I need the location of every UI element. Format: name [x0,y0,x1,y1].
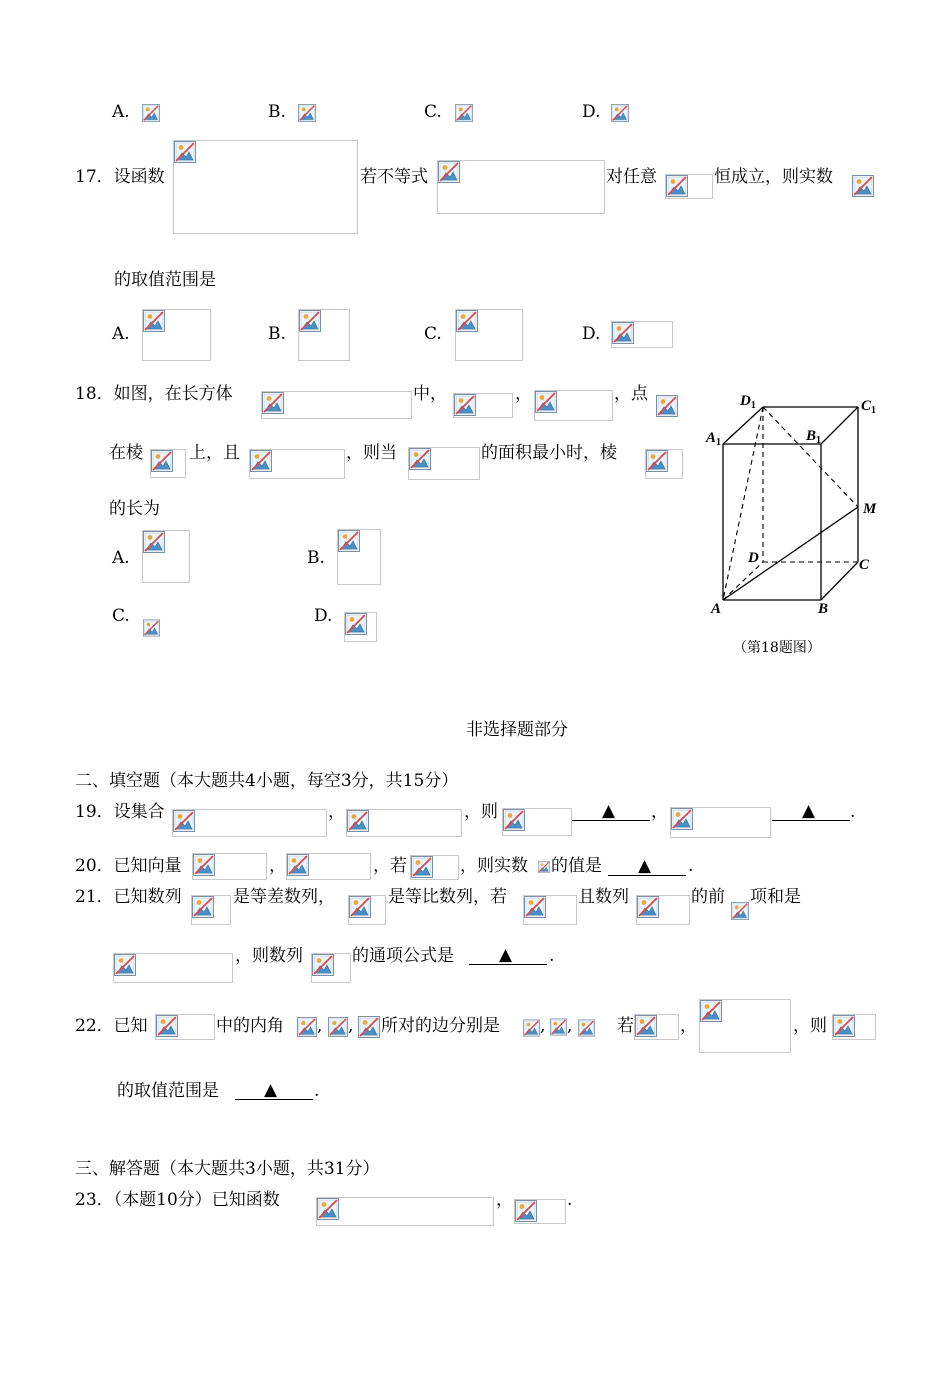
q16-option-b-image [298,102,316,126]
broken-image-icon [345,613,367,635]
broken-image-icon [297,1016,317,1038]
broken-image-icon [411,856,433,878]
q21-seq-c-image [636,895,690,925]
q17-text-3: 对任意 [606,167,657,187]
broken-image-icon [833,1015,855,1037]
q22-text-5: ， [680,1016,697,1036]
q16-option-a-image [142,102,160,126]
broken-image-icon [656,395,678,417]
q19-set-b-image [346,809,462,837]
broken-image-icon [143,617,160,639]
q22-angle-a-image [297,1016,317,1038]
section-2-title: 二、填空题（本大题共4小题，每空3分，共15分） [75,771,459,791]
q16-option-d-image [611,102,629,126]
broken-image-icon [612,322,634,344]
q22-expression-image [832,1014,876,1040]
broken-image-icon [143,531,165,553]
q23-domain-image [514,1199,566,1224]
q21-text-7: ，则数列 [235,946,303,966]
broken-image-icon [456,310,478,332]
q19-answer-mark-2: ▲ [802,801,816,821]
q22-condition-2-image [699,999,791,1053]
q19-blank-1-image [502,808,572,836]
q21-n-image [731,902,749,920]
q22-side-c-image [578,1018,595,1038]
q17-option-c-label: C. [424,324,442,344]
q18-text-6: 上，且 [189,443,240,463]
q17-option-b-image [298,309,350,361]
q19-set-a-image [172,809,327,837]
q17-option-a-image [142,309,211,361]
q21-text-8: 的通项公式是 [352,946,454,966]
broken-image-icon [287,854,309,876]
broken-image-icon [358,1016,380,1038]
q22-text-6: ，则 [793,1016,827,1036]
q18-triangle-image [408,447,480,480]
q21-text-1: 21．已知数列 [75,887,182,907]
broken-image-icon [438,161,460,183]
q17-text-2: 若不等式 [360,167,428,187]
q17-option-d-image [611,321,673,348]
broken-image-icon [454,394,476,416]
hidden-line-ad1 [723,407,763,600]
q17-inequality-image [437,160,605,214]
broken-image-icon [455,102,473,124]
q19-end: . [850,802,856,822]
q21-answer-mark: ▲ [499,945,513,965]
edge-bc [821,562,858,600]
q21-text-6: 项和是 [750,887,801,907]
q18-option-a-label: A. [112,548,130,568]
broken-image-icon [317,1198,339,1220]
q22-side-a-image [523,1018,540,1038]
broken-image-icon [173,810,195,832]
broken-image-icon [637,896,659,918]
q22-text-1: 22．已知 [75,1016,148,1036]
q23-text-2: ， [496,1190,513,1210]
q18-text-5: 在棱 [109,443,143,463]
q20-text-5: 的值是 [551,856,602,876]
q23-text-1: 23．（本题10分）已知函数 [75,1190,280,1210]
q18-cuboid-image [261,391,412,419]
q19-text-4: ， [651,802,668,822]
q18-option-a-image [142,530,190,583]
q18-option-c-image [143,617,160,639]
q23-end: . [567,1190,573,1210]
q20-text-3: ，若 [373,856,407,876]
q21-text-5: 的前 [691,887,725,907]
q22-text-2: 中的内角 [216,1016,284,1036]
q18-edge-image [150,449,186,478]
q21-text-4: 且数列 [578,887,629,907]
q18-text-7: ，则当 [346,443,397,463]
broken-image-icon [250,450,272,472]
broken-image-icon [114,954,136,976]
label-b1: $B_1$ [806,428,822,446]
q18-cond-2-image [534,390,613,421]
q16-option-d-label: D. [582,102,601,122]
q22-comma-2: , [348,1016,354,1036]
part2-heading: 非选择题部分 [466,720,568,740]
q21-text-2: 是等差数列， [233,887,335,907]
broken-image-icon [142,102,160,124]
q22-text-4: 若 [617,1016,634,1036]
figure-caption: （第18题图） [733,640,821,656]
broken-image-icon [312,954,334,976]
q17-text-4: 恒成立，则实数 [714,167,833,187]
q18-option-d-label: D. [314,606,333,626]
q17-option-c-image [455,309,523,361]
q21-end: . [549,946,555,966]
broken-image-icon [143,310,165,332]
label-c1: $C_1$ [861,398,877,416]
line-am [723,507,858,600]
q20-end: . [688,856,694,876]
q17-option-d-label: D. [582,324,601,344]
q18-text-4: ，点 [614,384,648,404]
broken-image-icon [646,450,668,472]
label-c: C [859,557,870,573]
broken-image-icon [731,902,749,920]
q17-text-5: 的取值范围是 [114,270,216,290]
label-d1: $D_1$ [740,393,756,411]
q22-angle-b-image [328,1016,348,1038]
q22-comma-3: , [540,1016,546,1036]
broken-image-icon [347,810,369,832]
q20-answer-mark: ▲ [638,856,652,876]
q19-blank-2-image [670,807,771,838]
q21-text-3: 是等比数列，若 [388,887,507,907]
broken-image-icon [349,896,371,918]
broken-image-icon [409,448,431,470]
q17-text-1: 17．设函数 [75,167,165,187]
q18-text-9: 的长为 [109,499,160,519]
q19-text-1: 19．设集合 [75,802,165,822]
label-b: B [818,601,829,617]
broken-image-icon [515,1200,537,1222]
q22-answer-mark: ▲ [264,1080,278,1100]
q17-option-a-label: A. [112,324,130,344]
q22-condition-1-image [634,1014,679,1040]
broken-image-icon [151,450,173,472]
q18-option-b-label: B. [307,548,325,568]
q21-seq-b-image-2 [311,953,351,983]
q20-text-1: 20．已知向量 [75,856,182,876]
q17-variable-image [852,175,876,199]
broken-image-icon [611,102,629,124]
broken-image-icon [666,175,688,197]
section-3-title: 三、解答题（本大题共3小题，共31分） [75,1159,380,1179]
q20-condition-image [410,855,459,880]
broken-image-icon [538,856,550,878]
broken-image-icon [671,808,693,830]
q18-option-b-image [337,529,381,585]
broken-image-icon [503,809,525,831]
q19-text-3: ，则 [464,802,498,822]
broken-image-icon [578,1018,595,1038]
q16-option-a-label: A. [112,102,130,122]
q19-answer-mark-1: ▲ [602,801,616,821]
q16-option-c-image [455,102,473,126]
broken-image-icon [523,1018,540,1038]
q19-text-2: ， [328,802,345,822]
broken-image-icon [700,1000,722,1022]
q23-function-image [316,1197,494,1226]
q22-text-7: 的取值范围是 [117,1081,219,1101]
broken-image-icon [535,391,557,413]
q18-option-d-image [344,612,377,642]
broken-image-icon [174,141,196,163]
q20-text-2: ， [269,856,286,876]
broken-image-icon [635,1015,657,1037]
q21-seq-b-image [348,895,386,925]
q21-seq-a-image [191,895,231,925]
q20-text-4: ，则实数 [460,856,528,876]
q22-angle-c-image [358,1016,380,1038]
edge-b1c1 [821,407,858,444]
broken-image-icon [550,1016,567,1038]
q22-end: . [314,1081,320,1101]
q21-sum-image [113,953,233,983]
q22-triangle-image [155,1014,215,1040]
q18-option-c-label: C. [112,606,130,626]
q21-condition-image [523,895,577,925]
q17-option-b-label: B. [268,324,286,344]
broken-image-icon [298,102,316,124]
q18-cond-3-image [249,449,345,479]
broken-image-icon [192,896,214,918]
q20-vector-b-image [286,853,371,880]
q20-variable-image [538,856,550,878]
label-d: D [748,550,759,566]
q16-option-c-label: C. [424,102,442,122]
q18-text-3: ， [515,384,532,404]
broken-image-icon [193,854,215,876]
q22-text-3: 所对的边分别是 [381,1016,500,1036]
q18-text-2: 中， [413,384,447,404]
broken-image-icon [299,310,321,332]
q17-function-image [173,140,358,234]
label-m: M [863,501,877,517]
q22-side-b-image [550,1016,567,1038]
label-a1: $A_1$ [706,430,722,448]
broken-image-icon [328,1016,348,1038]
q22-comma-4: , [567,1016,573,1036]
broken-image-icon [262,392,284,414]
q18-point-image [656,395,680,419]
q20-vector-a-image [192,853,267,880]
q22-comma-1: , [317,1016,323,1036]
label-a: A [711,601,722,617]
q18-edge-2-image [645,449,683,479]
hidden-edge-ad [723,562,763,600]
q18-text-8: 的面积最小时，棱 [481,443,617,463]
q18-cond-1-image [453,393,513,418]
broken-image-icon [338,530,360,552]
broken-image-icon [156,1015,178,1037]
broken-image-icon [852,175,874,197]
q18-text-1: 18．如图，在长方体 [75,384,233,404]
q17-domain-image [665,174,713,199]
broken-image-icon [524,896,546,918]
q16-option-b-label: B. [268,102,286,122]
